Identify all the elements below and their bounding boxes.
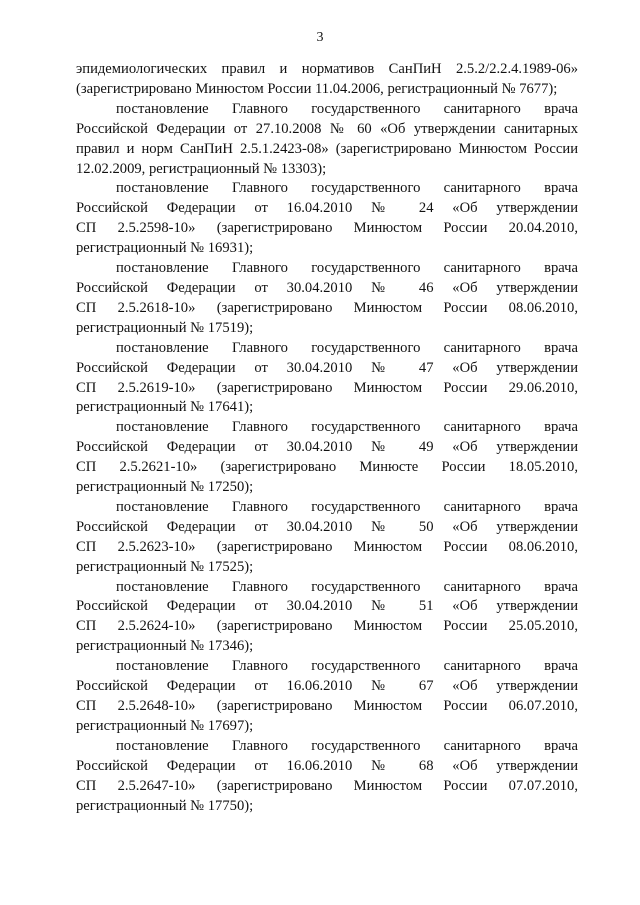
text-line: Российской Федерации от 16.06.2010 № 68 «Об утверждении bbox=[76, 757, 578, 774]
text-line: регистрационный № 17641); bbox=[76, 399, 254, 416]
text-line: регистрационный № 17750); bbox=[76, 797, 254, 814]
text-line: СП 2.5.2623-10» (зарегистрировано Минюстом России 08.06.2010, bbox=[76, 538, 578, 555]
text-line: эпидемиологических правил и нормативов СанПиН 2.5.2/2.2.4.1989-06» bbox=[76, 61, 578, 77]
text-line: регистрационный № 17346); bbox=[76, 638, 254, 655]
text-line: постановление Главного государственного санитарного врача bbox=[116, 498, 578, 515]
page-number: 3 bbox=[316, 30, 324, 45]
text-line: Российской Федерации от 27.10.2008 № 60 «Об утверждении санитарных bbox=[76, 120, 578, 137]
text-line: СП 2.5.2647-10» (зарегистрировано Минюстом России 07.07.2010, bbox=[76, 777, 578, 794]
text-line: СП 2.5.2619-10» (зарегистрировано Минюстом России 29.06.2010, bbox=[76, 379, 578, 396]
text-line: СП 2.5.2624-10» (зарегистрировано Минюстом России 25.05.2010, bbox=[76, 618, 578, 635]
text-line: Российской Федерации от 30.04.2010 № 51 «Об утверждении bbox=[76, 598, 578, 615]
text-line: постановление Главного государственного санитарного врача bbox=[116, 100, 578, 117]
text-line: постановление Главного государственного санитарного врача bbox=[116, 578, 578, 595]
text-line: Российской Федерации от 30.04.2010 № 46 «Об утверждении bbox=[76, 279, 578, 296]
paragraph bbox=[76, 259, 578, 339]
text-line: постановление Главного государственного санитарного врача bbox=[116, 339, 578, 356]
text-line: постановление Главного государственного санитарного врача bbox=[116, 737, 578, 754]
text-line: правил и норм СанПиН 2.5.1.2423-08» (зарегистрировано Минюстом России bbox=[76, 140, 578, 157]
text-line: регистрационный № 17697); bbox=[76, 717, 254, 734]
paragraph bbox=[76, 418, 578, 498]
paragraph bbox=[76, 100, 578, 180]
paragraph bbox=[76, 737, 578, 817]
text-line: постановление Главного государственного санитарного врача bbox=[116, 419, 578, 436]
paragraph bbox=[76, 578, 578, 658]
text-line: Российской Федерации от 30.04.2010 № 49 «Об утверждении bbox=[76, 439, 578, 456]
text-line: СП 2.5.2648-10» (зарегистрировано Минюстом России 06.07.2010, bbox=[76, 698, 578, 714]
text-line: Российской Федерации от 30.04.2010 № 50 «Об утверждении bbox=[76, 518, 578, 535]
text-line: СП 2.5.2598-10» (зарегистрировано Минюстом России 20.04.2010, bbox=[76, 220, 578, 237]
text-line: постановление Главного государственного санитарного врача bbox=[116, 658, 578, 675]
paragraph bbox=[76, 60, 578, 100]
text-line: СП 2.5.2621-10» (зарегистрировано Минюсте России 18.05.2010, bbox=[76, 459, 578, 476]
text-line: регистрационный № 17519); bbox=[76, 319, 254, 336]
paragraph bbox=[76, 498, 578, 578]
paragraph bbox=[76, 657, 578, 737]
paragraph bbox=[76, 339, 578, 419]
text-line: Российской Федерации от 30.04.2010 № 47 «Об утверждении bbox=[76, 359, 578, 376]
text-line: СП 2.5.2618-10» (зарегистрировано Минюстом России 08.06.2010, bbox=[76, 299, 578, 316]
paragraph bbox=[76, 179, 578, 259]
text-line: регистрационный № 17525); bbox=[76, 558, 254, 575]
text-line: Российской Федерации от 16.06.2010 № 67 «Об утверждении bbox=[76, 678, 578, 695]
text-line: регистрационный № 17250); bbox=[76, 479, 254, 496]
text-line: регистрационный № 16931); bbox=[76, 240, 254, 257]
text-line: постановление Главного государственного санитарного врача bbox=[116, 180, 578, 197]
text-line: Российской Федерации от 16.04.2010 № 24 «Об утверждении bbox=[76, 200, 578, 217]
text-line: (зарегистрировано Минюстом России 11.04.2006, регистрационный № 7677); bbox=[76, 80, 558, 97]
text-line: 12.02.2009, регистрационный № 13303); bbox=[76, 160, 327, 177]
text-line: постановление Главного государственного санитарного врача bbox=[116, 260, 578, 277]
document-body bbox=[76, 60, 578, 816]
